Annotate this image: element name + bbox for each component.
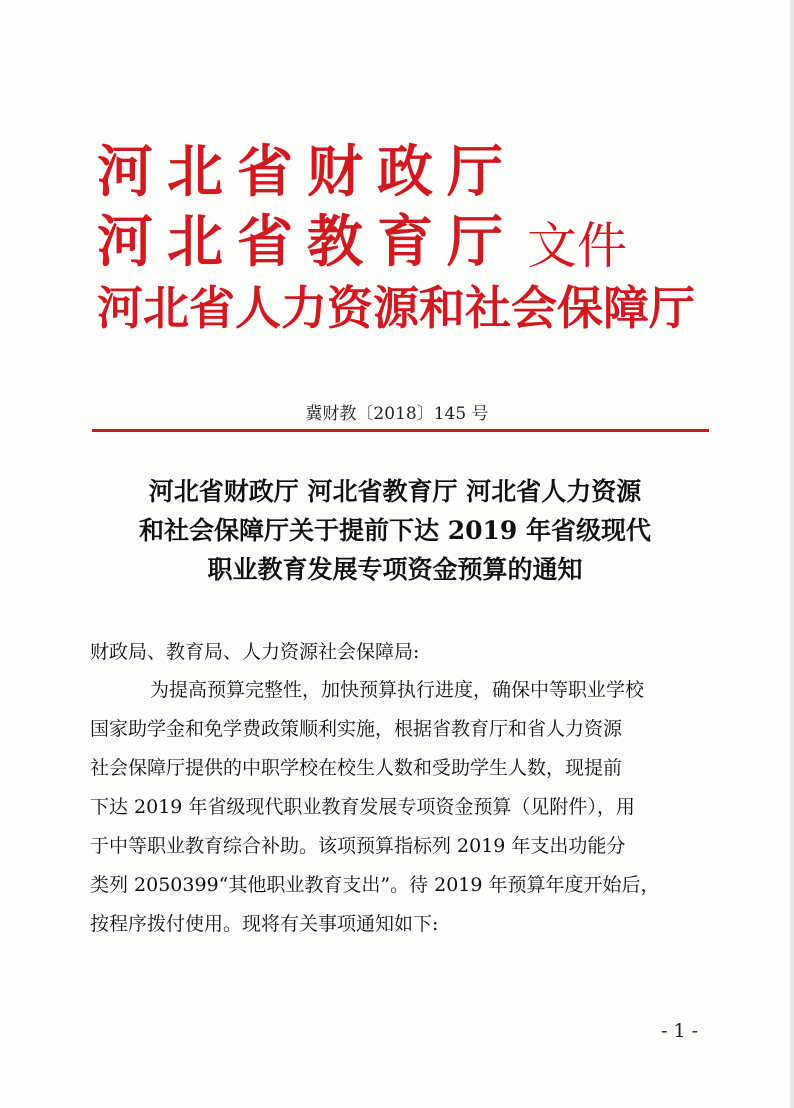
body-line: 类列 2050399“其他职业教育支出”。待 2019 年预算年度开始后，	[90, 874, 660, 896]
doc-title-line-3: 职业教育发展专项资金预算的通知	[207, 555, 583, 584]
red-divider	[92, 429, 709, 432]
body-line: 为提高预算完整性，加快预算执行进度，确保中等职业学校	[150, 679, 645, 701]
page-number: - 1 -	[661, 1020, 699, 1042]
doc-title-line-2: 和社会保障厅关于提前下达 2019 年省级现代	[139, 516, 651, 545]
recipient-line: 财政局、教育局、人力资源社会保障局:	[90, 641, 420, 663]
body-line: 于中等职业教育综合补助。该项预算指标列 2019 年支出功能分	[90, 835, 626, 857]
scan-edge	[790, 0, 794, 1108]
issuer-education-dept: 河北省教育厅	[97, 209, 517, 275]
body-line: 下达 2019 年省级现代职业教育发展专项资金预算（见附件），用	[90, 796, 635, 818]
body-line: 国家助学金和免学费政策顺利实施，根据省教育厅和省人力资源	[90, 718, 623, 740]
doc-title-line-1: 河北省财政厅 河北省教育厅 河北省人力资源	[148, 477, 642, 506]
issuer-hr-dept: 河北省人力资源和社会保障厅	[97, 281, 695, 335]
body-line: 按程序拨付使用。现将有关事项通知如下:	[90, 913, 439, 935]
body-line: 社会保障厅提供的中职学校在校生人数和受助学生人数，现提前	[90, 757, 623, 779]
document-label: 文件	[527, 217, 627, 275]
issuer-finance-dept: 河北省财政厅	[97, 139, 517, 205]
document-number: 冀财教〔2018〕145 号	[305, 404, 489, 424]
